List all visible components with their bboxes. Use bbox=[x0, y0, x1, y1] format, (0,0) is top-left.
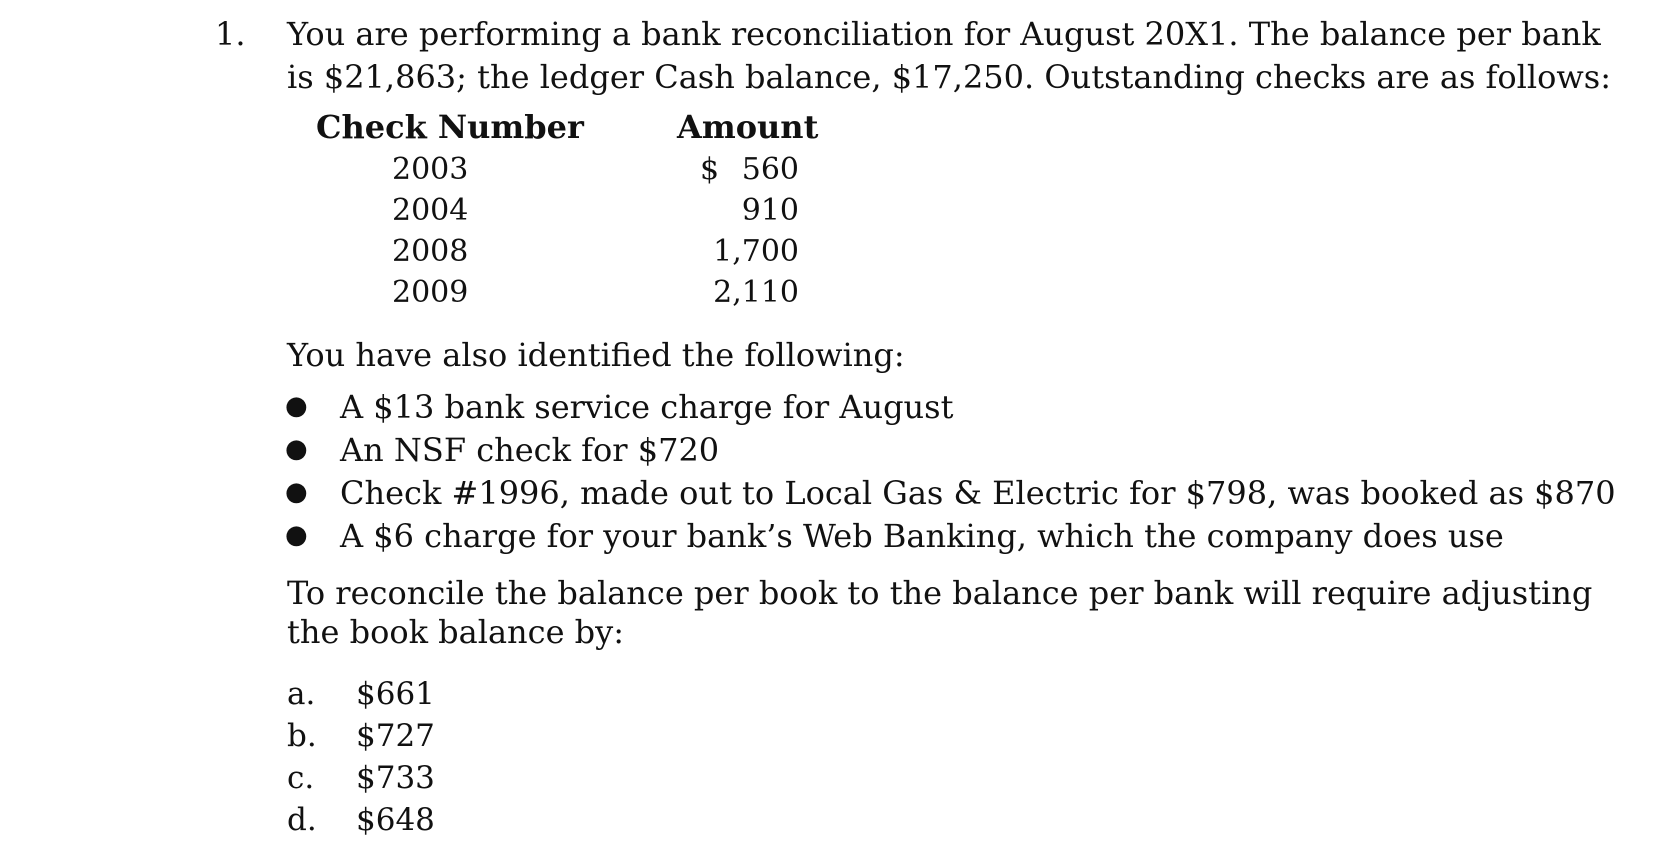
table-header-amount: Amount bbox=[677, 108, 819, 146]
prompt-line-1: To reconcile the balance per book to the balance per bank will require adjusting bbox=[287, 574, 1593, 612]
table-cell-amount: 910 bbox=[741, 193, 799, 228]
table-cell-check: 2004 bbox=[392, 193, 469, 228]
table-header-check-number: Check Number bbox=[316, 108, 584, 146]
prompt-line-2: the book balance by: bbox=[287, 613, 625, 651]
bullet-item: A $6 charge for your bank’s Web Banking, which the company does use bbox=[340, 517, 1504, 555]
option-letter: a. bbox=[287, 676, 316, 712]
option-value: $661 bbox=[356, 676, 435, 712]
table-cell-amount: 1,700 bbox=[713, 234, 799, 269]
identified-intro: You have also identified the following: bbox=[287, 336, 905, 374]
bullet-item: A $13 bank service charge for August bbox=[340, 388, 954, 426]
table-cell-check: 2008 bbox=[392, 234, 469, 269]
table-cell-check: 2003 bbox=[392, 152, 469, 187]
question-text-line-1: You are performing a bank reconciliation for August 20X1. The balance per bank bbox=[287, 15, 1601, 53]
option-value: $733 bbox=[356, 760, 435, 796]
option-letter: d. bbox=[287, 802, 317, 838]
option-value: $648 bbox=[356, 802, 435, 838]
question-number: 1. bbox=[215, 15, 246, 53]
table-cell-amount: 2,110 bbox=[713, 275, 799, 310]
bullet-icon: ● bbox=[285, 391, 308, 421]
bullet-icon: ● bbox=[285, 477, 308, 507]
table-cell-check: 2009 bbox=[392, 275, 469, 310]
option-letter: c. bbox=[287, 760, 315, 796]
table-cell-currency: $ bbox=[700, 152, 720, 187]
option-letter: b. bbox=[287, 718, 317, 754]
table-cell-amount: 560 bbox=[741, 152, 799, 187]
option-value: $727 bbox=[356, 718, 435, 754]
bullet-icon: ● bbox=[285, 434, 308, 464]
bullet-icon: ● bbox=[285, 520, 308, 550]
bullet-item: Check #1996, made out to Local Gas & Electric for $798, was booked as $870 bbox=[340, 474, 1616, 512]
bullet-item: An NSF check for $720 bbox=[340, 431, 720, 469]
question-text-line-2: is $21,863; the ledger Cash balance, $17,250. Outstanding checks are as follows: bbox=[287, 58, 1611, 96]
